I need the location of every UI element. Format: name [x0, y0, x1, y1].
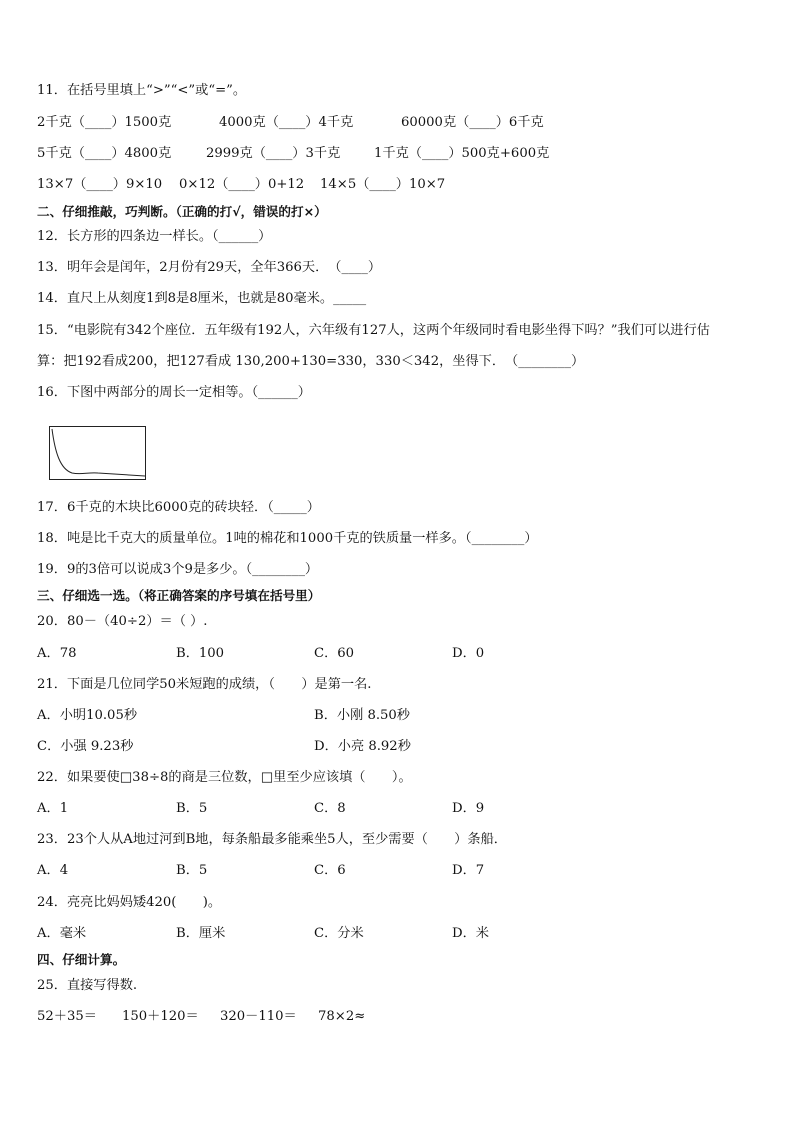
calc-item: 150＋120＝: [122, 1009, 199, 1024]
question-18: 18．吨是比千克大的质量单位。1吨的棉花和1000千克的铁质量一样多。（________）: [37, 531, 538, 546]
question-14: 14．直尺上从刻度1到8是8厘米，也就是80毫米。_____: [37, 291, 367, 306]
question-16: 16．下图中两部分的周长一定相等。（______）: [37, 385, 311, 400]
question-13: 13．明年会是闰年，2月份有29天，全年366天． （____）: [37, 260, 382, 275]
section-3-heading: 三、仔细选一选。（将正确答案的序号填在括号里）: [37, 588, 321, 603]
option-a: A．毫米: [37, 926, 87, 941]
option-c: C．分米: [314, 926, 364, 941]
q11-item: 60000克（____）6千克: [401, 115, 544, 130]
question-17: 17．6千克的木块比6000克的砖块轻．（_____）: [37, 500, 320, 515]
q11-item: 2千克（____）1500克: [37, 115, 172, 130]
option-a: A．1: [37, 801, 69, 816]
perimeter-figure: [49, 426, 146, 480]
question-15-line1: 15．“电影院有342个座位．五年级有192人，六年级有127人，这两个年级同时看电影坐得下吗？”我们可以进行估: [37, 323, 710, 338]
question-22: 22．如果要使□38÷8的商是三位数，□里至少应该填（ ）。: [37, 770, 412, 785]
figure-curve: [50, 427, 147, 481]
option-b: B．小刚 8.50秒: [314, 708, 410, 723]
section-4-heading: 四、仔细计算。: [37, 952, 126, 967]
question-23: 23．23个人从A地过河到B地，每条船最多能乘坐5人，至少需要（ ）条船．: [37, 832, 507, 847]
q11-item: 13×7（____）9×10: [37, 177, 163, 192]
question-15-line2: 算：把192看成200，把127看成 130,200+130=330，330＜342，坐得下． （________）: [37, 354, 585, 369]
question-24: 24．亮亮比妈妈矮420( )。: [37, 895, 222, 910]
option-c: C．60: [314, 646, 355, 661]
q11-item: 5千克（____）4800克: [37, 146, 172, 161]
option-c: C．8: [314, 801, 346, 816]
option-b: B．厘米: [176, 926, 226, 941]
option-b: B．5: [176, 801, 208, 816]
option-d: D．9: [452, 801, 485, 816]
question-20: 20．80－（40÷2）＝（ ）.: [37, 614, 208, 629]
q11-item: 1千克（____）500克+600克: [374, 146, 550, 161]
calc-item: 320－110＝: [220, 1009, 297, 1024]
option-a: A．4: [37, 863, 69, 878]
option-c: C．小强 9.23秒: [37, 739, 134, 754]
q11-item: 14×5（____）10×7: [320, 177, 446, 192]
q11-item: 0×12（____）0+12: [179, 177, 305, 192]
q11-item: 2999克（____）3千克: [206, 146, 341, 161]
option-a: A．78: [37, 646, 77, 661]
option-d: D．小亮 8.92秒: [314, 739, 411, 754]
calc-item: 52＋35＝: [37, 1009, 97, 1024]
calc-item: 78×2≈: [318, 1009, 366, 1024]
option-a: A．小明10.05秒: [37, 708, 138, 723]
question-12: 12．长方形的四条边一样长。（______）: [37, 229, 272, 244]
section-2-heading: 二、仔细推敲，巧判断。（正确的打√，错误的打×）: [37, 204, 327, 219]
question-21: 21．下面是几位同学50米短跑的成绩，（ ）是第一名.: [37, 677, 372, 692]
option-d: D．7: [452, 863, 485, 878]
q11-item: 4000克（____）4千克: [219, 115, 354, 130]
option-c: C．6: [314, 863, 346, 878]
option-d: D．米: [452, 926, 489, 941]
q11-stem: 11．在括号里填上“>”“<”或“=”。: [37, 83, 247, 98]
question-19: 19．9的3倍可以说成3个9是多少。（________）: [37, 562, 319, 577]
option-b: B．5: [176, 863, 208, 878]
option-b: B．100: [176, 646, 225, 661]
question-25: 25．直接写得数.: [37, 978, 138, 993]
option-d: D．0: [452, 646, 485, 661]
